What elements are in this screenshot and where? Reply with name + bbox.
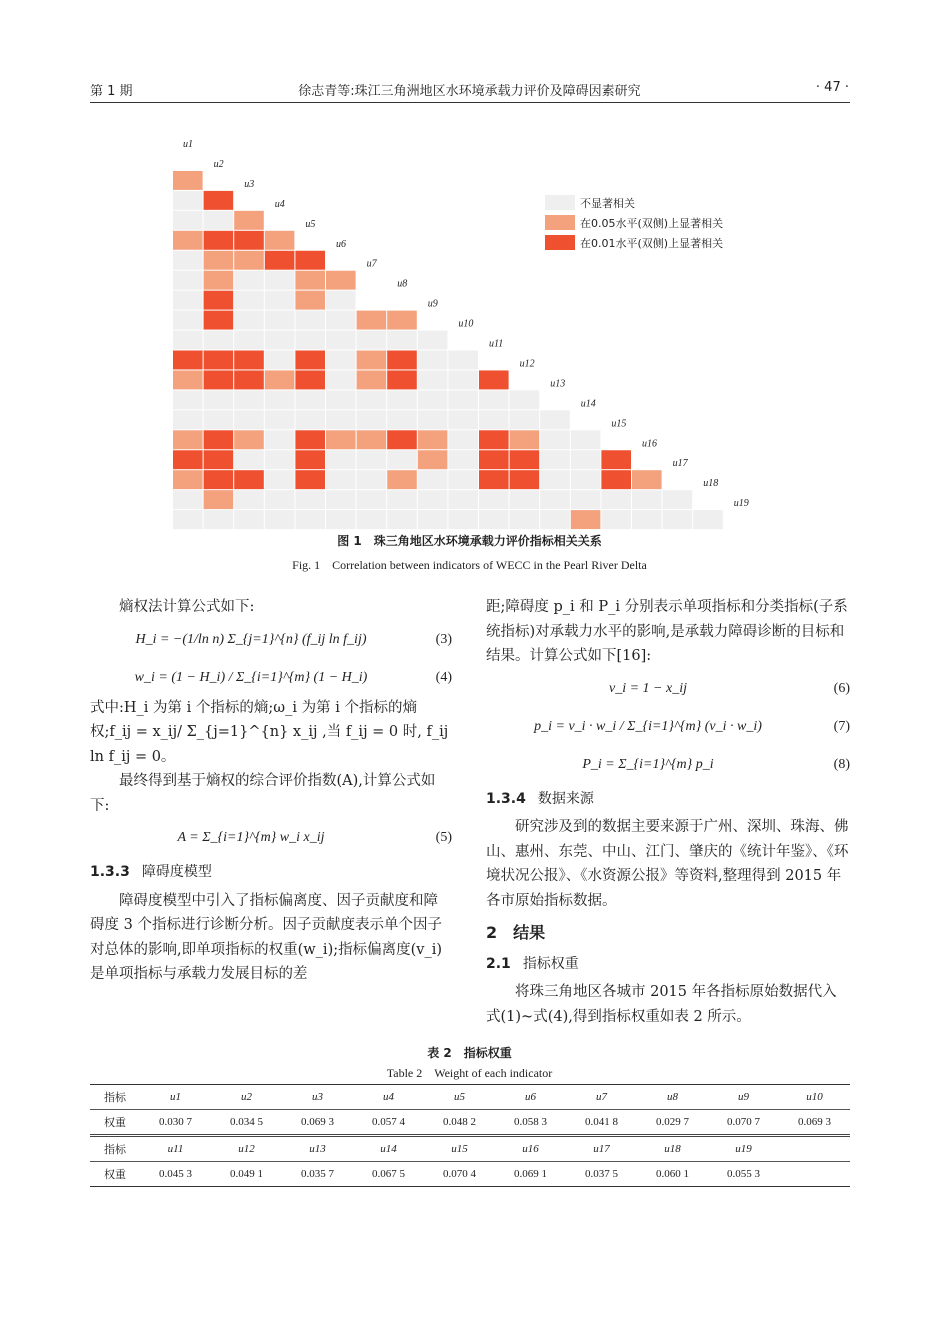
heatmap-cell	[295, 331, 325, 350]
heatmap-cell	[418, 370, 448, 389]
paragraph: 研究涉及到的数据主要来源于广州、深圳、珠海、佛山、惠州、东莞、中山、江门、肇庆的《统计年鉴》、《环境状况公报》、《水资源公报》等资料,整理得到 2015 年各市原始指标数据。	[486, 819, 849, 909]
heatmap-cell	[387, 351, 417, 370]
heatmap-cell	[265, 490, 295, 509]
heatmap-cell	[510, 470, 540, 489]
heatmap-cell	[387, 450, 417, 469]
weight-cell: 0.034 5	[211, 1110, 282, 1136]
heatmap-cell	[357, 311, 387, 330]
indicator-cell: u19	[708, 1136, 779, 1162]
heatmap-cell	[387, 470, 417, 489]
indicator-cell: u10	[779, 1085, 850, 1110]
row-label: 权重	[90, 1162, 140, 1187]
heatmap-cell	[204, 470, 234, 489]
heatmap-cell	[234, 311, 264, 330]
legend-label: 在0.01水平(双侧)上显著相关	[580, 237, 724, 250]
heatmap-label: u1	[183, 139, 193, 150]
heatmap-cell	[234, 251, 264, 270]
equation-8: P_i = Σ_{i=1}^{m} p_i (8)	[582, 756, 850, 772]
heatmap-cell	[295, 410, 325, 429]
heatmap-cell	[234, 211, 264, 230]
heatmap-cell	[173, 510, 203, 529]
heatmap-label: u18	[703, 478, 719, 490]
paragraph: 距;障碍度 p_i 和 P_i 分别表示单项指标和分类指标(子系统指标)对承载力水平的影响,是承载力障碍诊断的目标和结果。计算公式如下[16]:	[486, 599, 848, 664]
weight-cell: 0.037 5	[566, 1162, 637, 1187]
weight-cell: 0.060 1	[637, 1162, 708, 1187]
heatmap-cell	[448, 490, 478, 509]
heatmap-cell	[265, 390, 295, 409]
heatmap-label: u4	[274, 198, 285, 210]
heatmap-cell	[234, 390, 264, 409]
heatmap-cell	[479, 470, 509, 489]
heatmap-cell	[326, 351, 356, 370]
heatmap-cell	[173, 470, 203, 489]
heatmap-cell	[326, 370, 356, 389]
table-row	[90, 1136, 850, 1162]
heatmap-cell	[234, 450, 264, 469]
legend-label: 不显著相关	[580, 197, 635, 210]
heatmap-cell	[601, 470, 631, 489]
weight-cell: 0.045 3	[140, 1162, 211, 1187]
heatmap-cell	[357, 430, 387, 449]
heatmap-cell	[387, 490, 417, 509]
heatmap-cell	[173, 231, 203, 250]
heatmap-cell	[510, 450, 540, 469]
heatmap-cell	[601, 510, 631, 529]
heatmap-cell	[326, 450, 356, 469]
indicator-cell: u3	[282, 1085, 353, 1110]
heatmap-cell	[479, 450, 509, 469]
row-label: 指标	[90, 1136, 140, 1162]
equation-7: p_i = v_i · w_i / Σ_{i=1}^{m} (v_i · w_i) (7)	[534, 718, 850, 734]
weight-cell: 0.029 7	[637, 1110, 708, 1136]
heatmap-cell	[265, 450, 295, 469]
paragraph: 式中:H_i 为第 i 个指标的熵;ω_i 为第 i 个指标的熵权;f_ij = x_ij/ Σ_{j=1}^{n} x_ij ,当 f_ij = 0 时, f_ij ln f_ij = 0。	[90, 699, 449, 765]
heatmap-cell	[234, 271, 264, 290]
heatmap-cell	[265, 410, 295, 429]
heatmap-cell	[357, 470, 387, 489]
section-heading-1-3-4: 1.3.4 数据来源	[486, 790, 594, 807]
heatmap-cell	[204, 191, 234, 210]
heatmap-cell	[173, 311, 203, 330]
heatmap-cell	[326, 470, 356, 489]
heatmap-cell	[326, 410, 356, 429]
indicator-cell: u18	[637, 1136, 708, 1162]
heatmap-cell	[571, 510, 601, 529]
heatmap-cell	[234, 331, 264, 350]
heatmap-cell	[234, 370, 264, 389]
indicator-cell: u14	[353, 1136, 424, 1162]
heatmap-cell	[510, 390, 540, 409]
heatmap-cell	[173, 171, 203, 190]
heatmap-cell	[357, 370, 387, 389]
heatmap-cell	[540, 430, 570, 449]
indicator-cell: u16	[495, 1136, 566, 1162]
heatmap-cell	[448, 510, 478, 529]
heatmap-cell	[265, 351, 295, 370]
heatmap-cell	[540, 470, 570, 489]
header-title: 徐志青等:珠江三角洲地区水环境承载力评价及障碍因素研究	[298, 84, 641, 99]
heatmap-cell	[265, 291, 295, 310]
heatmap-cell	[173, 211, 203, 230]
heatmap-cell	[479, 410, 509, 429]
heatmap-label: u13	[550, 378, 566, 390]
heatmap-cell	[204, 251, 234, 270]
indicator-cell: u1	[140, 1085, 211, 1110]
paragraph: 熵权法计算公式如下:	[119, 599, 255, 615]
section-heading-1-3-3: 1.3.3 障碍度模型	[90, 864, 212, 880]
figure-caption-en: Fig. 1 Correlation between indicators of WECC in the Pearl River Delta	[292, 558, 647, 572]
heatmap-cell	[418, 510, 448, 529]
section-heading-2: 2 结果	[486, 923, 546, 942]
heatmap-cell	[173, 351, 203, 370]
heatmap-cell	[326, 311, 356, 330]
paragraph: 最终得到基于熵权的综合评价指数(A),计算公式如下:	[90, 773, 436, 814]
heatmap-cell	[295, 351, 325, 370]
heatmap-cell	[173, 291, 203, 310]
row-label: 指标	[90, 1085, 140, 1110]
heatmap-cell	[295, 510, 325, 529]
heatmap-cell	[295, 271, 325, 290]
heatmap-cell	[632, 490, 662, 509]
heatmap-cell	[295, 390, 325, 409]
heatmap-cell	[204, 510, 234, 529]
indicator-cell	[779, 1136, 850, 1162]
heatmap-cell	[204, 291, 234, 310]
heatmap-label: u5	[305, 218, 316, 230]
heatmap-cell	[418, 450, 448, 469]
table-row	[90, 1085, 850, 1110]
heatmap-cell	[479, 370, 509, 389]
heatmap-cell	[663, 490, 693, 509]
heatmap-cell	[601, 450, 631, 469]
heatmap-label: u16	[642, 438, 657, 450]
weight-cell: 0.070 4	[424, 1162, 495, 1187]
heatmap-cell	[540, 510, 570, 529]
heatmap-label: u19	[733, 498, 749, 510]
indicator-cell: u2	[211, 1085, 282, 1110]
correlation-heatmap	[0, 0, 939, 530]
heatmap-cell	[295, 291, 325, 310]
equation-6: v_i = 1 − x_ij (6)	[609, 680, 850, 696]
heatmap-label: u2	[213, 158, 224, 170]
heatmap-cell	[265, 251, 295, 270]
row-label: 权重	[90, 1110, 140, 1136]
heatmap-cell	[448, 450, 478, 469]
heatmap-cell	[234, 510, 264, 529]
heatmap-cell	[173, 430, 203, 449]
weight-cell: 0.070 7	[708, 1110, 779, 1136]
table-row	[90, 1110, 850, 1136]
heatmap-cell	[479, 490, 509, 509]
weight-cell: 0.030 7	[140, 1110, 211, 1136]
heatmap-label: u7	[366, 258, 377, 270]
heatmap-cell	[295, 311, 325, 330]
legend-label: 在0.05水平(双侧)上显著相关	[580, 217, 724, 230]
table-row	[90, 1162, 850, 1187]
heatmap-cell	[571, 470, 601, 489]
heatmap-cell	[204, 410, 234, 429]
heatmap-cell	[234, 490, 264, 509]
weight-cell: 0.048 2	[424, 1110, 495, 1136]
weight-cell: 0.058 3	[495, 1110, 566, 1136]
indicator-cell: u13	[282, 1136, 353, 1162]
heatmap-label: u15	[611, 418, 627, 430]
heatmap-cell	[265, 231, 295, 250]
table-caption-cn: 表 2 指标权重	[427, 1046, 512, 1060]
heatmap-cell	[448, 470, 478, 489]
heatmap-cell	[387, 510, 417, 529]
heatmap-cell	[479, 430, 509, 449]
weight-cell: 0.055 3	[708, 1162, 779, 1187]
heatmap-cell	[326, 430, 356, 449]
indicator-cell: u4	[353, 1085, 424, 1110]
heatmap-cell	[234, 410, 264, 429]
heatmap-cell	[234, 351, 264, 370]
heatmap-cell	[326, 510, 356, 529]
left-column	[90, 595, 452, 987]
heatmap-cell	[479, 510, 509, 529]
heatmap-cell	[448, 370, 478, 389]
heatmap-cell	[295, 370, 325, 389]
heatmap-cell	[357, 410, 387, 429]
heatmap-cell	[173, 370, 203, 389]
heatmap-label: u17	[672, 458, 688, 470]
heatmap-cell	[357, 450, 387, 469]
heatmap-cell	[448, 390, 478, 409]
heatmap-cell	[693, 510, 723, 529]
heatmap-cell	[173, 490, 203, 509]
table-caption-en: Table 2 Weight of each indicator	[386, 1066, 553, 1080]
heatmap-cell	[571, 430, 601, 449]
heatmap-cell	[265, 311, 295, 330]
weight-cell: 0.069 3	[779, 1110, 850, 1136]
weight-cell: 0.067 5	[353, 1162, 424, 1187]
heatmap-cell	[265, 331, 295, 350]
heatmap-cell	[173, 450, 203, 469]
indicator-cell: u12	[211, 1136, 282, 1162]
heatmap-cell	[510, 510, 540, 529]
heatmap-cell	[295, 470, 325, 489]
heatmap-label: u9	[427, 298, 438, 310]
heatmap-cell	[173, 251, 203, 270]
heatmap-cell	[357, 390, 387, 409]
heatmap-label: u12	[519, 358, 535, 370]
heatmap-cell	[418, 430, 448, 449]
heatmap-cell	[295, 450, 325, 469]
heatmap-cell	[601, 490, 631, 509]
heatmap-cell	[540, 490, 570, 509]
weight-cell: 0.069 1	[495, 1162, 566, 1187]
indicator-cell: u7	[566, 1085, 637, 1110]
heatmap-cell	[295, 430, 325, 449]
heatmap-cell	[448, 430, 478, 449]
indicator-cell: u5	[424, 1085, 495, 1110]
heatmap-cell	[571, 450, 601, 469]
heatmap-cell	[326, 291, 356, 310]
heatmap-cell	[295, 251, 325, 270]
heatmap-cell	[326, 490, 356, 509]
heatmap-cell	[265, 271, 295, 290]
heatmap-cell	[204, 490, 234, 509]
heatmap-cell	[357, 490, 387, 509]
heatmap-label: u3	[244, 178, 255, 190]
weight-cell: 0.057 4	[353, 1110, 424, 1136]
section-heading-2-1: 2.1 指标权重	[486, 955, 579, 972]
weight-table	[90, 1084, 850, 1187]
heatmap-cell	[663, 510, 693, 529]
heatmap-cell	[204, 231, 234, 250]
heatmap-cell	[204, 390, 234, 409]
heatmap-cell	[326, 331, 356, 350]
heatmap-cell	[204, 311, 234, 330]
legend-swatch	[545, 195, 575, 210]
legend-swatch	[545, 215, 575, 230]
paragraph: 将珠三角地区各城市 2015 年各指标原始数据代入式(1)~式(4),得到指标权重如表 2 所示。	[486, 984, 837, 1025]
heatmap-label: u11	[489, 338, 504, 350]
heatmap-cell	[204, 211, 234, 230]
equation-5: A = Σ_{i=1}^{m} w_i x_ij (5)	[177, 830, 452, 845]
heatmap-cell	[418, 470, 448, 489]
legend-swatch	[545, 235, 575, 250]
heatmap-label: u8	[397, 278, 408, 290]
heatmap-cell	[204, 450, 234, 469]
indicator-cell: u8	[637, 1085, 708, 1110]
heatmap-cell	[357, 351, 387, 370]
heatmap-cell	[357, 510, 387, 529]
heatmap-cell	[448, 351, 478, 370]
right-column	[486, 595, 850, 1029]
heatmap-cell	[173, 331, 203, 350]
heatmap-cell	[540, 410, 570, 429]
heatmap-cell	[204, 430, 234, 449]
heatmap-cell	[265, 510, 295, 529]
indicator-cell: u6	[495, 1085, 566, 1110]
weight-cell: 0.069 3	[282, 1110, 353, 1136]
header-page: · 47 ·	[815, 80, 849, 95]
heatmap-cell	[234, 430, 264, 449]
heatmap-label: u14	[580, 398, 596, 410]
heatmap-cell	[571, 490, 601, 509]
heatmap-cell	[265, 370, 295, 389]
heatmap-cell	[418, 410, 448, 429]
heatmap-cell	[510, 410, 540, 429]
heatmap-cell	[510, 430, 540, 449]
heatmap-cell	[387, 331, 417, 350]
heatmap-cell	[632, 510, 662, 529]
indicator-cell: u9	[708, 1085, 779, 1110]
heatmap-cell	[632, 470, 662, 489]
heatmap-cell	[418, 331, 448, 350]
heatmap-cell	[387, 390, 417, 409]
heatmap-cell	[326, 271, 356, 290]
heatmap-cell	[387, 430, 417, 449]
heatmap-cell	[234, 470, 264, 489]
heatmap-cell	[418, 351, 448, 370]
heatmap-cell	[387, 370, 417, 389]
indicator-cell: u11	[140, 1136, 211, 1162]
heatmap-cell	[173, 191, 203, 210]
heatmap-cell	[234, 291, 264, 310]
indicator-cell: u15	[424, 1136, 495, 1162]
weight-cell: 0.041 8	[566, 1110, 637, 1136]
heatmap-cell	[418, 490, 448, 509]
heatmap-cell	[265, 430, 295, 449]
paragraph: 障碍度模型中引入了指标偏离度、因子贡献度和障碍度 3 个指标进行诊断分析。因子贡献度表示单个因子对总体的影响,即单项指标的权重(w_i);指标偏离度(v_i)是单项指标与承载力发展目标的差	[90, 892, 442, 982]
heatmap-cell	[234, 231, 264, 250]
heatmap-cell	[326, 390, 356, 409]
equation-4: w_i = (1 − H_i) / Σ_{i=1}^{m} (1 − H_i) (4)	[134, 669, 452, 685]
heatmap-cell	[173, 271, 203, 290]
heatmap-cell	[204, 271, 234, 290]
heatmap-cell	[204, 351, 234, 370]
figure-caption-cn: 图 1 珠三角地区水环境承载力评价指标相关关系	[337, 534, 602, 548]
weight-cell: 0.035 7	[282, 1162, 353, 1187]
heatmap-cell	[418, 390, 448, 409]
heatmap-cell	[265, 470, 295, 489]
heatmap-cell	[204, 370, 234, 389]
heatmap-label: u6	[336, 238, 346, 250]
heatmap-cell	[479, 390, 509, 409]
heatmap-cell	[510, 490, 540, 509]
weight-cell: 0.049 1	[211, 1162, 282, 1187]
heatmap-cell	[173, 410, 203, 429]
heatmap-cell	[448, 410, 478, 429]
heatmap-cell	[387, 410, 417, 429]
header-issue: 第 1 期	[90, 84, 133, 99]
equation-3: H_i = −(1/ln n) Σ_{j=1}^{n} (f_ij ln f_ij) (3)	[135, 631, 452, 647]
heatmap-cell	[295, 490, 325, 509]
indicator-cell: u17	[566, 1136, 637, 1162]
weight-cell	[779, 1162, 850, 1187]
heatmap-label: u10	[458, 318, 474, 330]
heatmap-cell	[387, 311, 417, 330]
heatmap-cell	[173, 390, 203, 409]
heatmap-cell	[357, 331, 387, 350]
heatmap-cell	[540, 450, 570, 469]
heatmap-cell	[204, 331, 234, 350]
